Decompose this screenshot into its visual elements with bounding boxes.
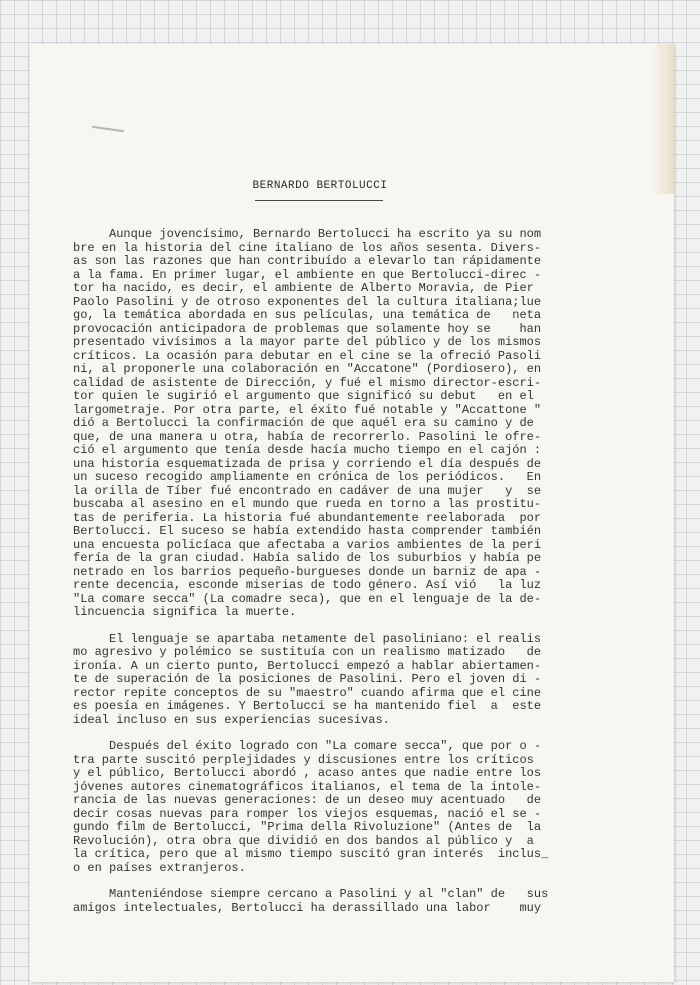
text-line: ni, al proponerle una colaboración en "Accatone" (Pordiosero), en <box>73 362 542 376</box>
text-line: tor quien le sugirió el argumento que significó su debut en el <box>73 389 534 403</box>
text-line: dió a Bertolucci la confirmación de que aquél era su camino y de <box>73 416 534 430</box>
paragraph-2 <box>73 633 613 728</box>
text-line: ironía. A un cierto punto, Bertolucci empezó a hablar abiertamen- <box>73 658 542 673</box>
text-line: as son las razones que han contribuído a elevarlo tan rápidamente <box>73 254 542 268</box>
text-line: gundo film de Bertolucci, "Prima della Rivoluzione" (Antes de la <box>73 820 542 834</box>
text-line: ció el argumento que tenía desde hacía mucho tiempo en el cajón : <box>73 443 542 457</box>
text-line: Aunque jovencísimo, Bernardo Bertolucci ha escrito ya su nom <box>73 227 542 241</box>
text-line: decir cosas nuevas para romper los viejos esquemas, nació el se - <box>73 806 542 821</box>
text-line: fería de la gran ciudad. Había salido de los suburbios y había pe <box>73 551 542 565</box>
text-line: tra parte suscitó perplejidades y discusiones entre los críticos <box>73 752 534 767</box>
text-line: y el público, Bertolucci abordó , acaso antes que nadie entre los <box>73 766 542 780</box>
text-line: go, la temática abordada en sus películas, una temática de neta <box>73 308 542 322</box>
text-line: provocación anticipadora de problemas que solamente hoy se han <box>73 321 542 336</box>
text-line: que, de una manera u otra, había de recorrerlo. Pasolini le ofre- <box>73 429 542 444</box>
text-line: "La comare secca" (La comadre seca), que en el lenguaje de la de- <box>73 591 542 606</box>
text-line: calidad de asistente de Dirección, y fué el mismo director-escri- <box>73 375 542 390</box>
paragraph-1 <box>73 228 613 620</box>
text-line: Después del éxito logrado con "La comare secca", que por o - <box>73 739 542 753</box>
text-line: tas de periferia. La historia fué abundantemente reelaborada por <box>73 510 542 525</box>
text-line: lincuencia significa la muerte. <box>73 605 297 619</box>
text-line: un suceso recogido ampliamente en crónica de los periódicos. En <box>73 470 542 484</box>
text-line: buscaba al asesino en el mundo que rueda en torno a las prostitu- <box>73 497 542 511</box>
text-line: presentado vivísimos a la mayor parte del público y de los mismos <box>73 335 542 349</box>
text-line: Paolo Pasolini y de otroso exponentes del la cultura italiana;lue <box>73 294 542 309</box>
text-line: tor ha nacido, es decir, el ambiente de Alberto Moravia, de Pier <box>73 281 534 295</box>
text-line: una historia esquematizada de prisa y corriendo el día después de <box>73 456 542 471</box>
text-line: rancia de las nuevas generaciones: de un deseo muy acentuado de <box>73 793 542 807</box>
pen-mark <box>92 126 124 132</box>
title-underline <box>255 200 383 201</box>
paragraph-4 <box>73 888 613 915</box>
text-line: es poesía en imágenes. Y Bertolucci se ha mantenido fiel a este <box>73 699 542 713</box>
text-line: amigos intelectuales, Bertolucci ha derassillado una labor muy <box>73 900 542 915</box>
document-title: BERNARDO BERTOLUCCI <box>252 180 388 192</box>
text-line: rector repite conceptos de su "maestro" cuando afirma que el cine <box>73 685 542 700</box>
text-line: jóvenes autores cinematográficos italianos, el tema de la intole- <box>73 779 542 794</box>
paragraph-3 <box>73 740 613 875</box>
text-line: Manteniéndose siempre cercano a Pasolini y al "clan" de sus <box>73 887 549 901</box>
text-line: críticos. La ocasión para debutar en el cine se la ofreció Pasoli <box>73 348 542 363</box>
text-line: la crítica, pero que al mismo tiempo suscitó gran interés inclus_ <box>73 847 549 861</box>
text-line: la orilla de Tíber fué encontrado en cadáver de una mujer y se <box>73 483 542 498</box>
text-line: una encuesta policíaca que afectaba a varios ambientes de la peri <box>73 537 542 552</box>
text-line: ideal incluso en sus experiencias sucesivas. <box>73 712 390 727</box>
text-line: o en países extranjeros. <box>73 860 246 875</box>
text-line: mo agresivo y polémico se sustituía con un realismo matizado de <box>73 645 542 659</box>
document-body <box>73 228 613 928</box>
text-line: a la fama. En primer lugar, el ambiente en que Bertolucci-direc - <box>73 267 542 282</box>
text-line: Bertolucci. El suceso se había extendido hasta comprender también <box>73 524 542 538</box>
text-line: rente decencia, esconde miserias de todo género. Así vió la luz <box>73 578 542 592</box>
text-line: largometraje. Por otra parte, el éxito fué notable y "Accattone " <box>73 402 542 417</box>
text-line: netrado en los barrios pequeño-burgueses donde un barniz de apa - <box>73 564 542 579</box>
text-line: bre en la historia del cine italiano de los años sesenta. Divers- <box>73 240 542 255</box>
text-line: Revolución), otra obra que dividió en dos bandos al público y a <box>73 833 534 848</box>
text-line: El lenguaje se apartaba netamente del pasoliniano: el realis <box>73 631 542 646</box>
text-line: te de superación de la posiciones de Pasolini. Pero el joven di - <box>73 672 542 686</box>
